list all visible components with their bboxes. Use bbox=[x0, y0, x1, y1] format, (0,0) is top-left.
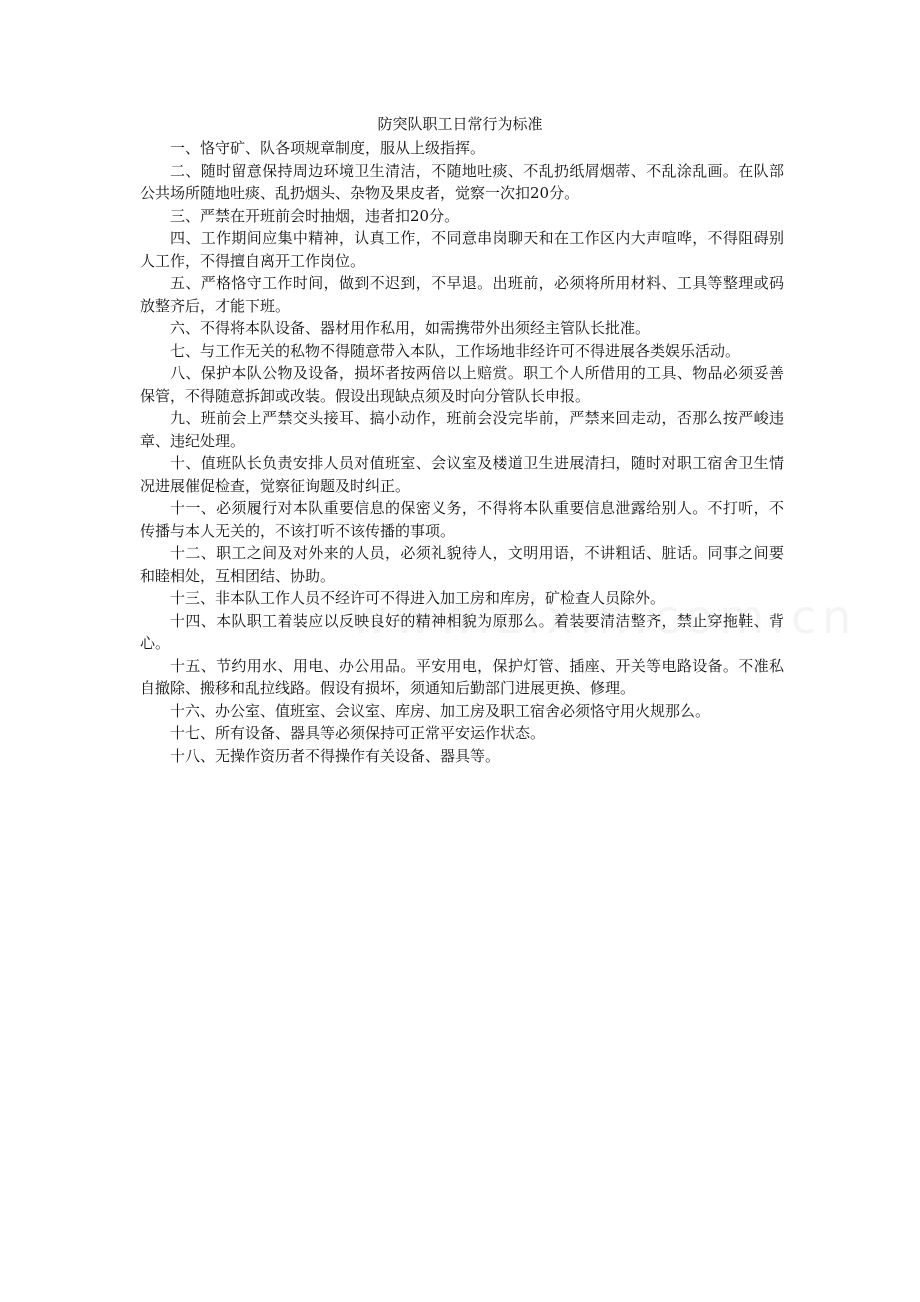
rule-item: 七、与工作无关的私物不得随意带入本队，工作场地非经许可不得进展各类娱乐活动。 bbox=[170, 341, 741, 360]
rule-item: 十六、办公室、值班室、会议室、库房、加工房及职工宿舍必须恪守用火规那么。 bbox=[170, 701, 711, 720]
rule-item: 八、保护本队公物及设备，损坏者按两倍以上赔赏。职工个人所借用的工具、物品必须妥善保管，不得随意拆卸或改装。假设出现缺点须及时向分管队长申报。 bbox=[140, 364, 784, 405]
rule-item: 四、工作期间应集中精神，认真工作，不同意串岗聊天和在工作区内大声喧哗，不得阻碍别人工作，不得擅自离开工作岗位。 bbox=[140, 229, 784, 270]
rule-item: 二、随时留意保持周边环境卫生清洁，不随地吐痰、不乱扔纸屑烟蒂、不乱涂乱画。在队部公共场所随地吐痰、乱扔烟头、杂物及果皮者，觉察一次扣20分。 bbox=[140, 161, 784, 202]
rule-item: 五、严格恪守工作时间，做到不迟到，不早退。出班前，必须将所用材料、工具等整理或码放整齐后，才能下班。 bbox=[140, 274, 784, 315]
rules-list bbox=[140, 137, 784, 767]
rule-item: 十五、节约用水、用电、办公用品。平安用电，保护灯管、插座、开关等电路设备。不准私自撤除、搬移和乱拉线路。假设有损坏，须通知后勤部门进展更换、修理。 bbox=[140, 656, 784, 697]
rule-item: 十八、无操作资历者不得操作有关设备、器具等。 bbox=[170, 746, 501, 765]
document-title: 防突队职工日常行为标准 bbox=[377, 115, 543, 133]
rule-item: 十七、所有设备、器具等必须保持可正常平安运作状态。 bbox=[170, 724, 546, 742]
rule-item: 十二、职工之间及对外来的人员，必须礼貌待人，文明用语，不讲粗话、脏话。同事之间要和睦相处，互相团结、协助。 bbox=[140, 544, 784, 585]
rule-item: 三、严禁在开班前会时抽烟，违者扣20分。 bbox=[170, 206, 460, 225]
rule-item: 一、恪守矿、队各项规章制度，服从上级指挥。 bbox=[170, 139, 486, 157]
rule-item: 十一、必须履行对本队重要信息的保密义务，不得将本队重要信息泄露给别人。不打听，不传播与本人无关的，不该打听不该传播的事项。 bbox=[140, 499, 784, 540]
rule-item: 十、值班队长负责安排人员对值班室、会议室及楼道卫生进展清扫，随时对职工宿舍卫生情况进展催促检查，觉察征询题及时纠正。 bbox=[140, 454, 784, 495]
rule-item: 六、不得将本队设备、器材用作私用，如需携带外出须经主管队长批准。 bbox=[170, 319, 651, 337]
rule-item: 九、班前会上严禁交头接耳、搞小动作，班前会没完毕前，严禁来回走动，否那么按严峻违章、违纪处理。 bbox=[140, 409, 784, 450]
rule-item: 十三、非本队工作人员不经许可不得进入加工房和库房，矿检查人员除外。 bbox=[170, 589, 666, 607]
rule-item: 十四、本队职工着装应以反映良好的精神相貌为原那么。着装要清洁整齐，禁止穿拖鞋、背心。 bbox=[140, 611, 784, 652]
